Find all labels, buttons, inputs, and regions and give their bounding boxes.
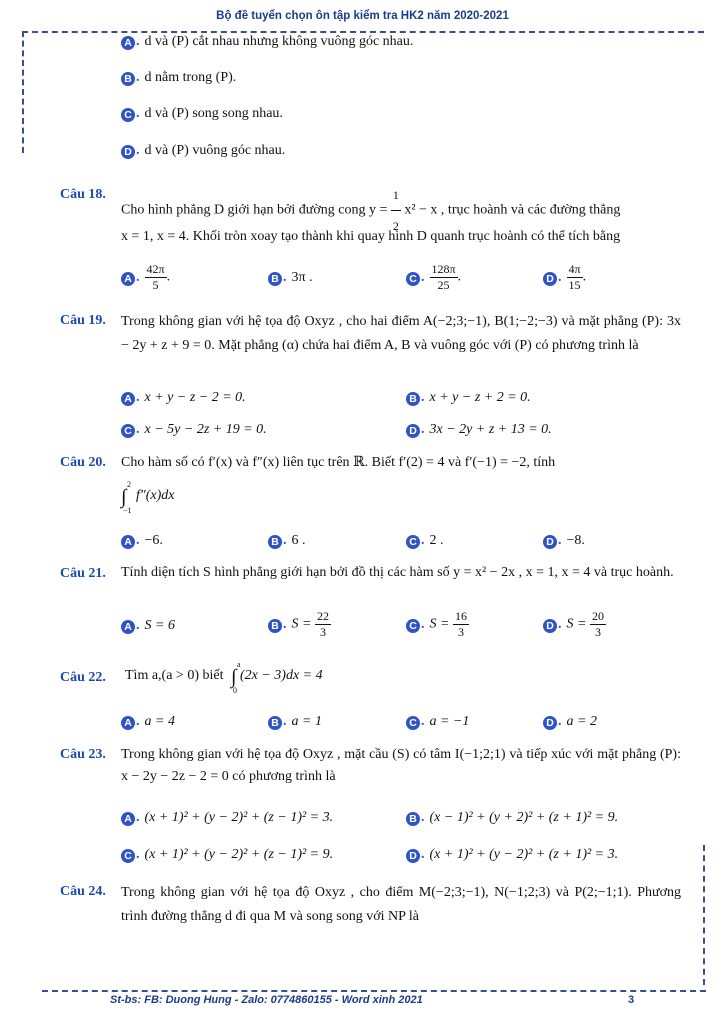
q19-option-a[interactable]: A . x + y − z − 2 = 0. — [121, 390, 246, 406]
q20-option-a[interactable]: A . −6. — [121, 533, 163, 549]
q23-option-c[interactable]: C . (x + 1)² + (y − 2)² + (z − 1)² = 9. — [121, 847, 333, 863]
q18-option-c[interactable]: C . $\frac{128\pi}{25}$ . — [406, 262, 461, 293]
question-21-number: Câu 21. — [60, 566, 106, 581]
q21-option-b[interactable]: B . S = $\frac{22}{3}$ — [268, 609, 331, 640]
q23-option-d[interactable]: D . (x + 1)² + (y − 2)² + (z + 1)² = 3. — [406, 847, 618, 863]
question-19-text: Trong không gian với hệ tọa độ Oxyz , cho hai điểm A(−2;3;−1), B(1;−2;−3) và mặt phẳng (P): 3x − 2y + z + 9 = 0. Mặt phẳng (α) chứa hai điểm A, B và vuông góc với (P) có phương trình là — [121, 314, 681, 353]
question-18-number: Câu 18. — [60, 187, 106, 202]
question-23-text: Trong không gian với hệ tọa độ Oxyz , mặt cầu (S) có tâm I(−1;2;1) và tiếp xúc với mặt phẳng (P): x − 2y − 2z − 2 = 0 có phương trình là — [121, 747, 681, 784]
q19-option-b[interactable]: B . x + y − z + 2 = 0. — [406, 390, 531, 406]
frame-top-border — [22, 31, 704, 33]
q20-option-d[interactable]: D . −8. — [543, 533, 585, 549]
question-20-text: Cho hàm số có f′(x) và f″(x) liên tục trên ℝ. Biết f′(2) = 4 và f′(−1) = −2, tính — [121, 455, 556, 470]
question-18-text: Cho hình phẳng D giới hạn bởi đường cong y = $\frac{1}{2}$ x² − x , trục hoành và các đường thẳng — [121, 180, 681, 241]
q21-option-d[interactable]: D . S = $\frac{20}{3}$ — [543, 609, 606, 640]
question-23-number: Câu 23. — [60, 747, 106, 762]
q21-option-c[interactable]: C . S = $\frac{16}{3}$ — [406, 609, 469, 640]
q23-option-a[interactable]: A . (x + 1)² + (y − 2)² + (z − 1)² = 3. — [121, 810, 333, 826]
frame-right-border — [703, 845, 705, 985]
question-20-number: Câu 20. — [60, 455, 106, 470]
q22-option-a[interactable]: A . a = 4 — [121, 714, 175, 730]
option-b-badge: B — [121, 72, 135, 86]
question-24-number: Câu 24. — [60, 884, 106, 899]
frame-left-border — [22, 31, 24, 153]
option-c-badge: C — [121, 108, 135, 122]
q18-option-b[interactable]: B . 3π . — [268, 270, 313, 286]
page-footer: St-bs: FB: Duong Hung - Zalo: 0774860155 - Word xinh 2021 — [110, 994, 423, 1006]
q23-option-b[interactable]: B . (x − 1)² + (y + 2)² + (z + 1)² = 9. — [406, 810, 618, 826]
q21-option-a[interactable]: A . S = 6 — [121, 618, 175, 634]
question-20-integral: ∫ 2 −1 f″(x)dx — [121, 480, 175, 515]
q17-option-a[interactable]: A . d và (P) cắt nhau nhưng không vuông góc nhau. — [121, 34, 413, 50]
q20-option-b[interactable]: B . 6 . — [268, 533, 306, 549]
q17-option-c[interactable]: C . d và (P) song song nhau. — [121, 106, 283, 122]
question-24-text: Trong không gian với hệ tọa độ Oxyz , cho điểm M(−2;3;−1), N(−1;2;3) và P(2;−1;1). Phương trình đường thẳng d đi qua M và song song với NP là — [121, 885, 681, 924]
frame-bottom-border — [42, 990, 706, 992]
q22-option-d[interactable]: D . a = 2 — [543, 714, 597, 730]
option-d-badge: D — [121, 145, 135, 159]
option-a-badge: A — [121, 36, 135, 50]
q17-option-b[interactable]: B . d nằm trong (P). — [121, 70, 236, 86]
q22-option-b[interactable]: B . a = 1 — [268, 714, 322, 730]
page-header: Bộ đề tuyển chọn ôn tập kiểm tra HK2 năm 2020-2021 — [216, 10, 509, 22]
question-21-text: Tính diện tích S hình phẳng giới hạn bởi đồ thị các hàm số y = x² − 2x , x = 1, x = 4 và trục hoành. — [121, 565, 674, 580]
page-number: 3 — [628, 994, 635, 1006]
question-22-number: Câu 22. — [60, 670, 106, 685]
q17-option-d[interactable]: D . d và (P) vuông góc nhau. — [121, 143, 285, 159]
q19-option-d[interactable]: D . 3x − 2y + z + 13 = 0. — [406, 422, 552, 438]
q18-option-a[interactable]: A . $\frac{42\pi}{5}$ . — [121, 262, 170, 293]
question-22-text: Tìm a,(a > 0) biết ∫ a 0 (2x − 3)dx = 4 — [125, 660, 323, 695]
q18-option-d[interactable]: D . $\frac{4\pi}{15}$ . — [543, 262, 586, 293]
q22-option-c[interactable]: C . a = −1 — [406, 714, 469, 730]
q20-option-c[interactable]: C . 2 . — [406, 533, 444, 549]
question-19-number: Câu 19. — [60, 313, 106, 328]
question-18-text-line2: x = 1, x = 4. Khối tròn xoay tạo thành khi quay hình D quanh trục hoành có thể tích bằng — [121, 229, 621, 244]
q19-option-c[interactable]: C . x − 5y − 2z + 19 = 0. — [121, 422, 267, 438]
